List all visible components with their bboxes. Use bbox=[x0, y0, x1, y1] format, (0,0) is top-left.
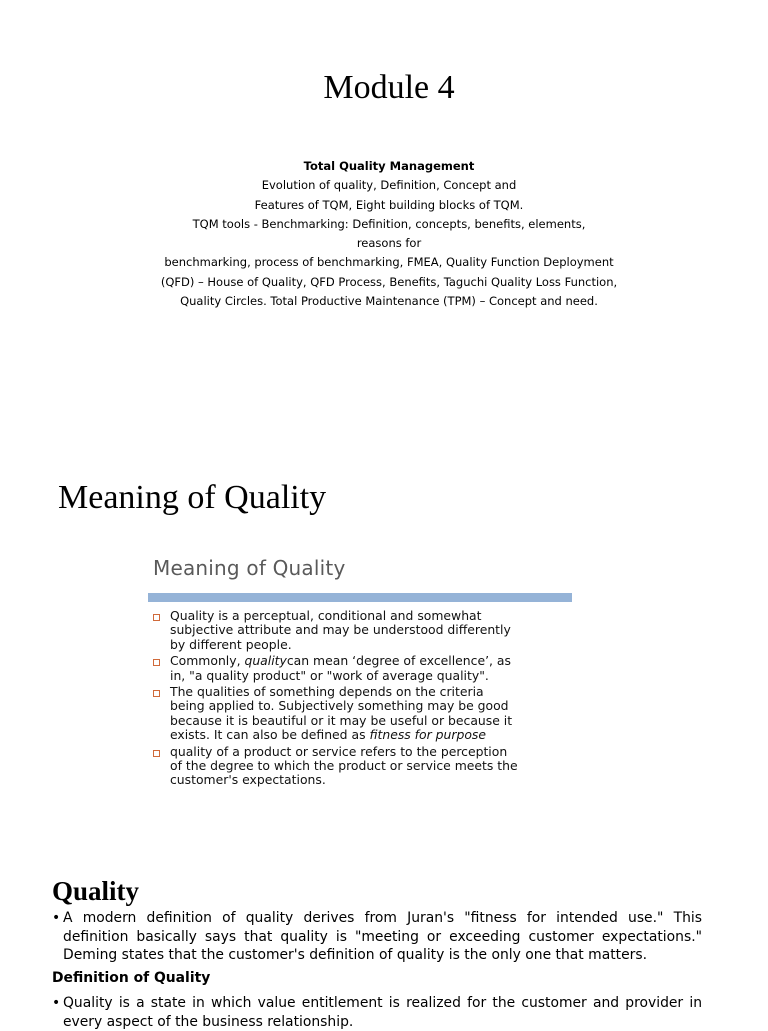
figure-accent-bar bbox=[148, 593, 572, 602]
square-bullet-icon bbox=[153, 750, 160, 757]
quality-definition-paragraph bbox=[52, 909, 702, 965]
square-bullet-icon bbox=[153, 690, 160, 697]
syllabus-line: TQM tools - Benchmarking: Definition, concepts, benefits, elements, bbox=[192, 216, 586, 231]
syllabus-block bbox=[0, 157, 768, 311]
definition-paragraph bbox=[52, 994, 702, 1031]
paragraph-text: A modern definition of quality derives from Juran's "fitness for intended use." This definition basically says that quality is "meeting or exceeding customer expectations." Deming states that the customer's definition of quality is the only one that matters. bbox=[63, 910, 702, 964]
list-item: Commonly, qualitycan mean ‘degree of excellence’, as in, "a quality product" or "work of average quality". bbox=[152, 654, 572, 683]
syllabus-line: Features of TQM, Eight building blocks of TQM. bbox=[254, 197, 524, 212]
list-item: The qualities of something depends on the criteria being applied to. Subjectively something may be good because it is beautiful or it may be useful or because it exists. It can also be defined as fitness for purpose bbox=[152, 685, 572, 743]
slide-module-4 bbox=[0, 0, 768, 420]
square-bullet-icon bbox=[153, 614, 160, 621]
square-bullet-icon bbox=[153, 659, 160, 666]
syllabus-line: (QFD) – House of Quality, QFD Process, Benefits, Taguchi Quality Loss Function, bbox=[160, 274, 618, 289]
syllabus-line: Evolution of quality, Definition, Concept and bbox=[261, 178, 517, 193]
figure-title: Meaning of Quality bbox=[153, 556, 346, 580]
bullet-icon: • bbox=[52, 995, 61, 1011]
figure-bullet-list bbox=[152, 609, 572, 790]
meaning-of-quality-figure bbox=[148, 552, 578, 802]
meaning-of-quality-title: Meaning of Quality bbox=[58, 479, 327, 516]
quality-title: Quality bbox=[52, 876, 140, 906]
syllabus-line: Quality Circles. Total Productive Maintenance (TPM) – Concept and need. bbox=[180, 294, 598, 309]
syllabus-line: reasons for bbox=[356, 236, 422, 251]
paragraph-text: Quality is a state in which value entitlement is realized for the customer and provider in every aspect of the business relationship. bbox=[63, 995, 702, 1030]
list-item: quality of a product or service refers to the perception of the degree to which the product or service meets the customer's expectations. bbox=[152, 745, 572, 788]
syllabus-heading: Total Quality Management bbox=[303, 159, 475, 173]
definition-heading: Definition of Quality bbox=[52, 970, 211, 986]
module-title: Module 4 bbox=[323, 69, 455, 106]
list-item: Quality is a perceptual, conditional and somewhat subjective attribute and may be understood differently by different people. bbox=[152, 609, 572, 652]
bullet-icon: • bbox=[52, 910, 61, 926]
syllabus-line: benchmarking, process of benchmarking, FMEA, Quality Function Deployment bbox=[164, 255, 614, 270]
